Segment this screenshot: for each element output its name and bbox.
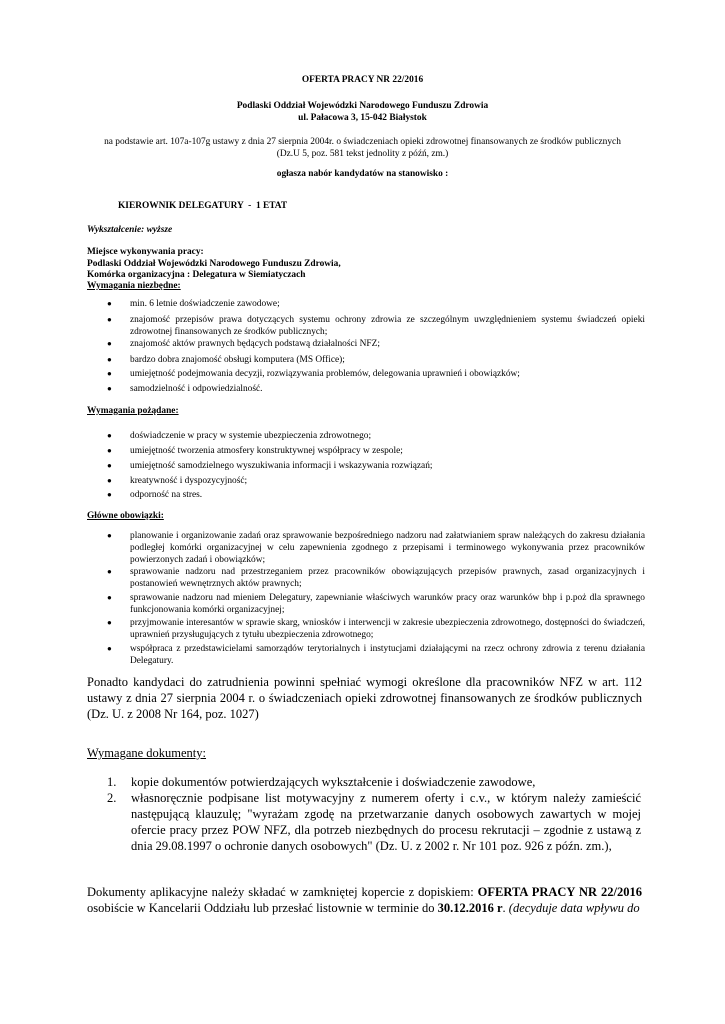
duty-item: sprawowanie nadzoru nad mieniem Delegatury, zapewnianie właściwych warunków pracy oraz warunków bhp i p.poż dla sprawnego funkcjonowania komórki organizacyjnej; (130, 593, 645, 615)
documents-heading: Wymagane dokumenty: (87, 746, 207, 760)
workplace-line1: Podlaski Oddział Wojewódzki Narodowego Funduszu Zdrowia, (87, 259, 341, 269)
deadline-date: 30.12.2016 r (437, 901, 503, 915)
required-item: umiejętność podejmowania decyzji, rozwiązywania problemów, delegowania uprawnień i obowiązków; (130, 369, 520, 379)
bullet-icon: ● (107, 567, 112, 576)
bullet-icon: ● (107, 618, 112, 627)
document-item: własnoręcznie podpisane list motywacyjny z numerem oferty i c.v., w którym należy zamieścić następującą klauzulę; "wyrażam zgodę na przetwarzanie danych osobowych zawartych w mojej ofercie pracy przez POW NFZ, dla potrzeb niezbędnych do procesu rekrutacji – zgodnie z ustawą z dnia 29.08.1997 o ochronie danych osobowych" (Dz. U. z 2002 r. Nr 101 poz. 926 z późn. zm.), (131, 791, 641, 853)
bullet-icon: ● (107, 490, 112, 499)
desired-item: kreatywność i dyspozycyjność; (130, 476, 248, 486)
bullet-icon: ● (107, 384, 112, 393)
document-item-number: 1. (107, 775, 117, 789)
bullet-icon: ● (107, 476, 112, 485)
workplace-label: Miejsce wykonywania pracy: (87, 247, 204, 257)
desired-item: odporność na stres. (130, 490, 203, 500)
required-item: znajomość przepisów prawa dotyczących systemu ochrony zdrowia ze szczególnym uwzględnieniem systemu świadczeń opieki zdrowotnej finansowanych ze środków publicznych; (130, 315, 645, 337)
duty-item: planowanie i organizowanie zadań oraz sprawowanie bezpośredniego nadzoru nad załatwianiem spraw należących do zakresu działania podległej komórki organizacyjnej w celu zapewnienia zgodnego z przepisami i terminowego wykonywania przez pracowników powierzonych zadań i obowiązków; (130, 531, 645, 565)
offer-reference: OFERTA PRACY NR 22/2016 (477, 885, 642, 899)
document-item: kopie dokumentów potwierdzających wykształcenie i doświadczenie zawodowe, (131, 775, 536, 789)
duty-item: współpraca z przedstawicielami samorządów terytorialnych i instytucjami działającymi na rzecz ochrony zdrowia z terenu działania Delegatury. (130, 644, 645, 666)
instructions-part2: osobiście w Kancelarii Oddziału lub przesłać listownie w terminie do (87, 901, 438, 915)
bullet-icon: ● (107, 315, 112, 324)
desired-heading: Wymagania pożądane: (87, 406, 179, 416)
offer-title: OFERTA PRACY NR 22/2016 (301, 75, 424, 85)
education: Wykształcenie: wyższe (87, 225, 173, 235)
duty-item: przyjmowanie interesantów w sprawie skarg, wniosków i interwencji w zakresie ubezpieczenia zdrowotnego, dostępności do świadczeń, uprawnień przysługujących z tytułu ubezpieczenia zdrowotnego; (130, 618, 645, 640)
application-instructions (87, 884, 642, 916)
bullet-icon: ● (107, 339, 112, 348)
bullet-icon: ● (107, 593, 112, 602)
desired-item: doświadczenie w pracy w systemie ubezpieczenia zdrowotnego; (130, 431, 372, 441)
position-title: KIEROWNIK DELEGATURY - 1 ETAT (118, 201, 288, 211)
bullet-icon: ● (107, 369, 112, 378)
required-item: bardzo dobra znajomość obsługi komputera (MS Office); (130, 355, 345, 365)
required-item: samodzielność i odpowiedzialność. (130, 384, 263, 394)
document-item-number: 2. (107, 791, 117, 805)
required-heading: Wymagania niezbędne: (87, 281, 181, 291)
announcement: ogłasza nabór kandydatów na stanowisko : (276, 169, 449, 179)
bullet-icon: ● (107, 299, 112, 308)
bullet-icon: ● (107, 461, 112, 470)
legal-basis-line2: (Dz.U 5, poz. 581 tekst jednolity z późń, zm.) (276, 149, 449, 159)
bullet-icon: ● (107, 431, 112, 440)
duties-heading: Główne obowiązki: (87, 511, 164, 521)
desired-item: umiejętność samodzielnego wyszukiwania informacji i wskazywania rozwiązań; (130, 461, 433, 471)
instructions-part1: Dokumenty aplikacyjne należy składać w zamkniętej kopercie z dopiskiem: (87, 885, 478, 899)
duty-item: sprawowanie nadzoru nad przestrzeganiem przez pracowników obowiązujących przepisów prawnych, zasad organizacyjnych i postanowień wewnętrznych aktów prawnych; (130, 567, 645, 589)
org-name: Podlaski Oddział Wojewódzki Narodowego Funduszu Zdrowia (236, 101, 489, 111)
instructions-italic-note: (decyduje data wpływu do (508, 901, 640, 915)
bullet-icon: ● (107, 644, 112, 653)
required-item: znajomość aktów prawnych będących podstawą działalności NFZ; (130, 339, 380, 349)
instructions-part3: . (502, 901, 509, 915)
desired-item: umiejętność tworzenia atmosfery konstruktywnej współpracy w zespole; (130, 446, 403, 456)
bullet-icon: ● (107, 355, 112, 364)
bullet-icon: ● (107, 446, 112, 455)
legal-basis-line1: na podstawie art. 107a-107g ustawy z dnia 27 sierpnia 2004r. o świadczeniach opieki zdrowotnej finansowanych ze środków publicznych (104, 137, 621, 147)
required-item: min. 6 letnie doświadczenie zawodowe; (130, 299, 280, 309)
org-address: ul. Pałacowa 3, 15-042 Białystok (298, 113, 427, 123)
bullet-icon: ● (107, 531, 112, 540)
workplace-line2: Komórka organizacyjna : Delegatura w Siemiatyczach (87, 270, 306, 280)
additional-requirements-note: Ponadto kandydaci do zatrudnienia powinni spełniać wymogi określone dla pracowników NFZ w art. 112 ustawy z dnia 27 sierpnia 2004 r. o świadczeniach opieki zdrowotnej finansowanych ze środków publicznych (Dz. U. z 2008 Nr 164, poz. 1027) (87, 675, 642, 721)
